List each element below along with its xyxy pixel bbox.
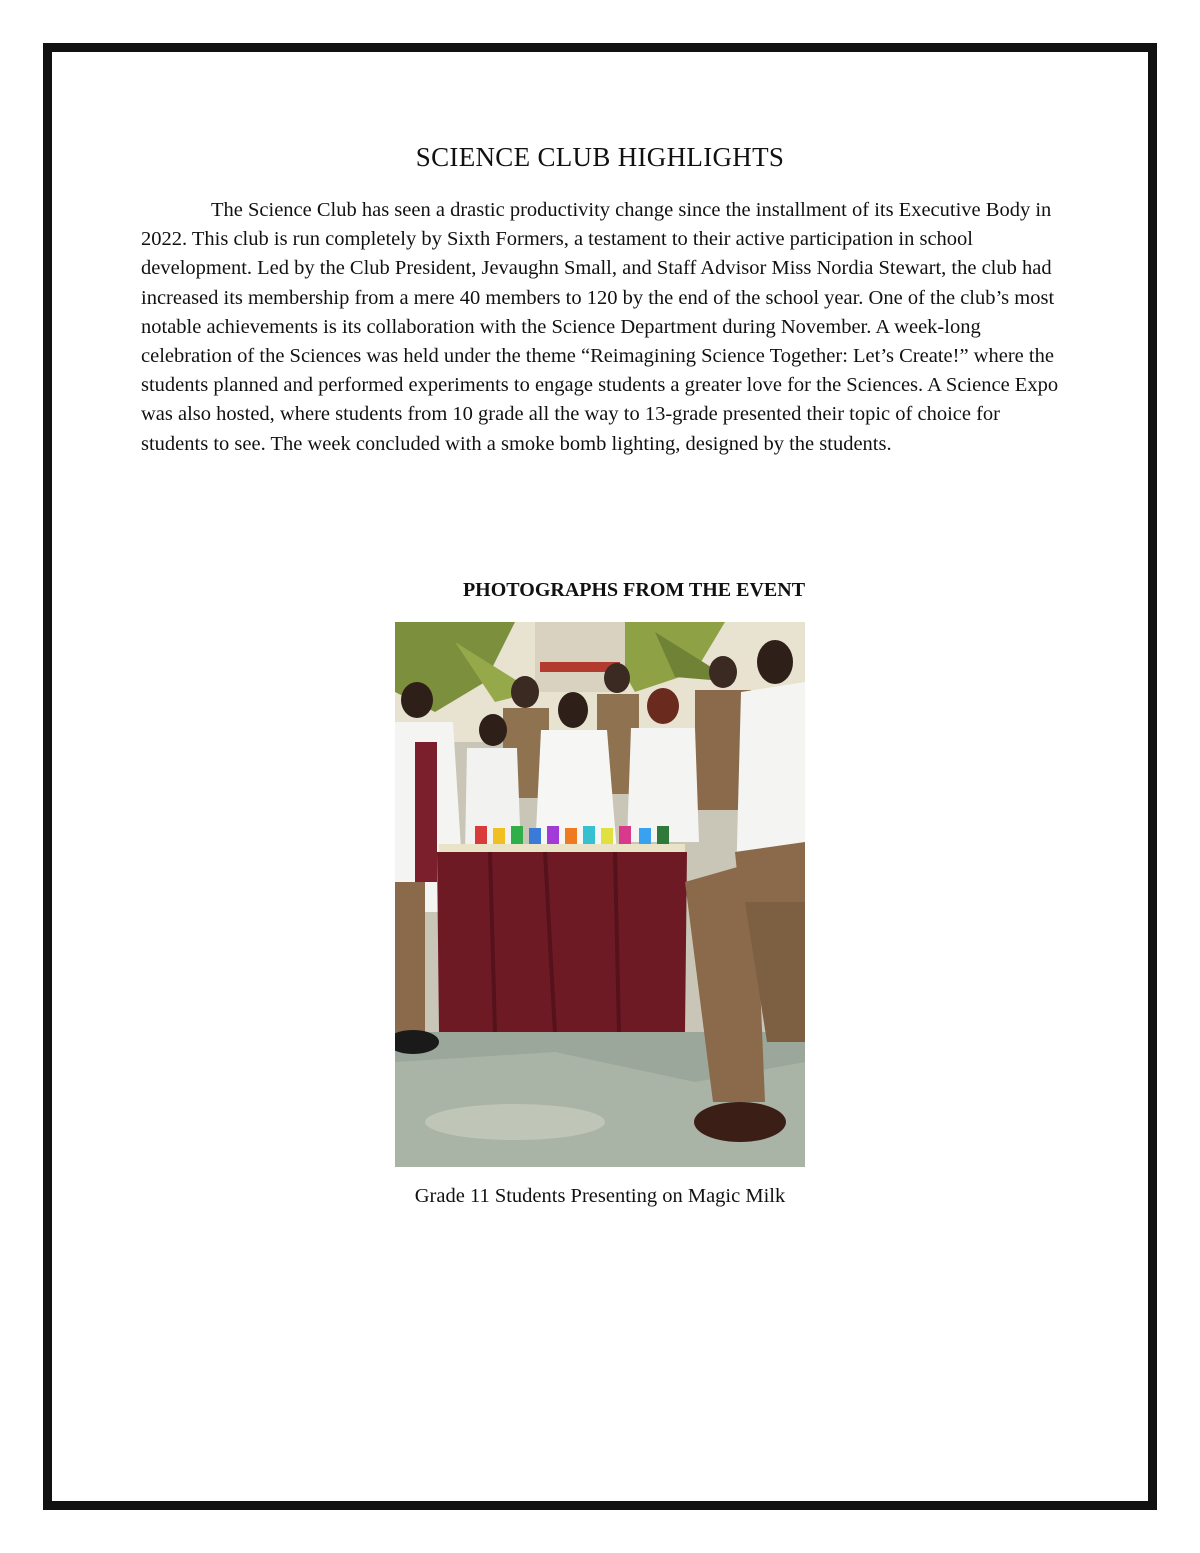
page-title: SCIENCE CLUB HIGHLIGHTS xyxy=(415,142,785,172)
body-paragraph: The Science Club has seen a drastic productivity change since the installment of its Executive Body in 2022. This club is run completely by Sixth Formers, a testament to their active participation in school development. Led by the Club President, Jevaughn Small, and Staff Advisor Miss Nordia Stewart, the club had increased its membership from a mere 40 members to 120 by the end of the school year. One of the club’s most notable achievements is its collaboration with the Science Department during November. A week-long celebration of the Sciences was held under the theme “Reimagining Science Together: Let’s Create!” where the students planned and performed experiments to engage students a greater love for the Sciences. A Science Expo was also hosted, where students from 10 grade all the way to 13-grade presented their topic of choice for students to see. The week concluded with a smoke bomb lighting, designed by the students. xyxy=(141,199,1059,455)
photo-caption: Grade 11 Students Presenting on Magic Milk xyxy=(414,1185,786,1207)
section-heading: PHOTOGRAPHS FROM THE EVENT xyxy=(462,579,806,601)
event-photo xyxy=(395,622,805,1167)
